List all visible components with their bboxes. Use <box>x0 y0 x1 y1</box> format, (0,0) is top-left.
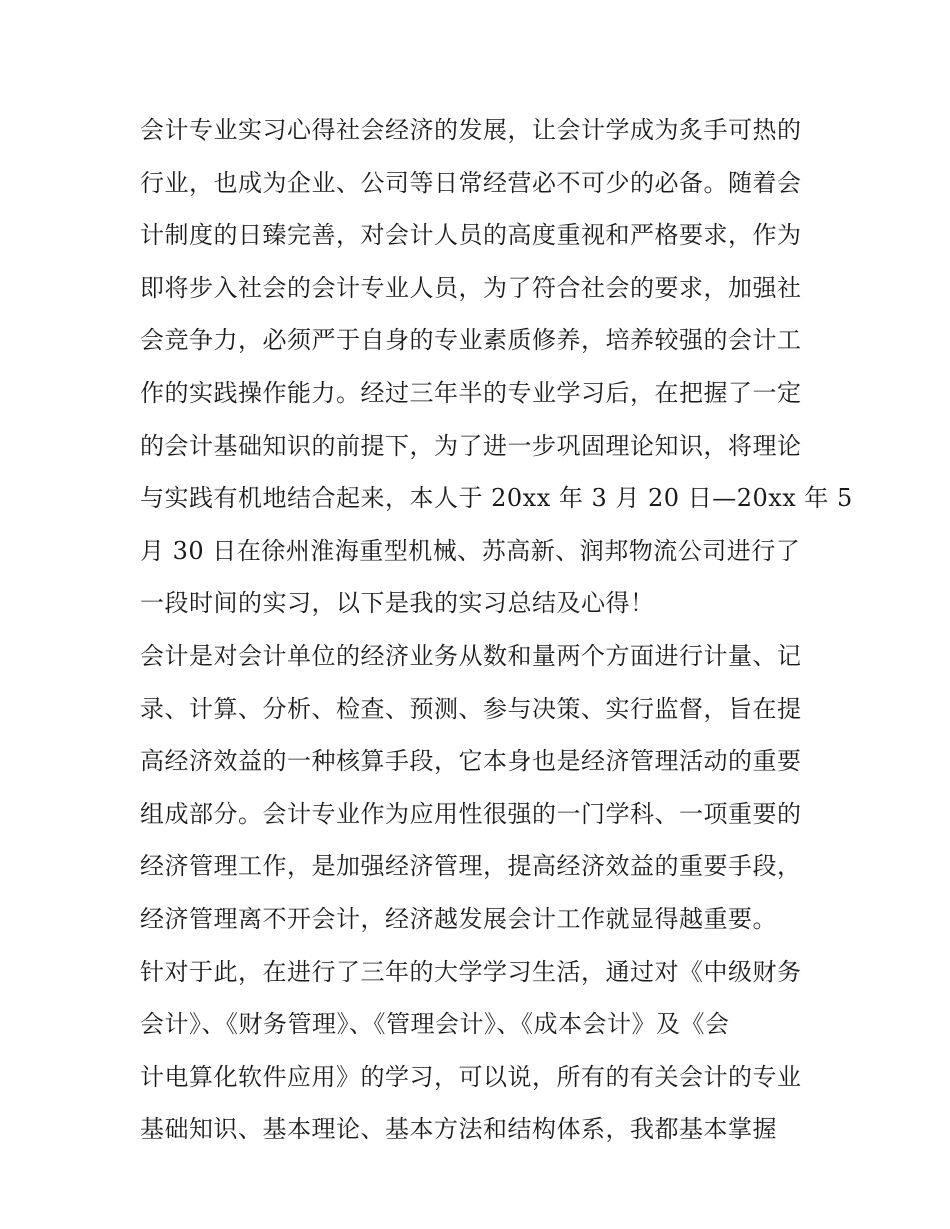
text-line: 计电算化软件应用》的学习，可以说，所有的有关会计的专业 <box>140 1062 802 1091</box>
text-line: 经济管理离不开会计，经济越发展会计工作就显得越重要。 <box>140 904 777 933</box>
text-line: 即将步入社会的会计专业人员，为了符合社会的要求，加强社 <box>140 273 802 302</box>
text-line: 会竞争力，必须严于自身的专业素质修养，培养较强的会计工 <box>140 326 802 355</box>
text-line: 高经济效益的一种核算手段，它本身也是经济管理活动的重要 <box>140 747 802 776</box>
text-line: 针对于此，在进行了三年的大学学习生活，通过对《中级财务 <box>140 957 802 986</box>
text-line: 录、计算、分析、检查、预测、参与决策、实行监督，旨在提 <box>140 694 802 723</box>
text-line: 与实践有机地结合起来，本人于 20xx 年 3 月 20 日—20xx 年 5 <box>140 484 853 513</box>
text-line: 基础知识、基本理论、基本方法和结构体系，我都基本掌握 <box>140 1115 777 1144</box>
text-line: 会计专业实习心得社会经济的发展，让会计学成为炙手可热的 <box>140 116 802 144</box>
text-line: 会计是对会计单位的经济业务从数和量两个方面进行计量、记 <box>140 641 802 670</box>
text-line: 组成部分。会计专业作为应用性很强的一门学科、一项重要的 <box>140 799 802 828</box>
text-line: 经济管理工作，是加强经济管理，提高经济效益的重要手段， <box>140 852 802 881</box>
text-line: 行业，也成为企业、公司等日常经营必不可少的必备。随着会 <box>140 168 802 197</box>
text-line: 一段时间的实习，以下是我的实习总结及心得！ <box>140 589 655 618</box>
text-line: 的会计基础知识的前提下，为了进一步巩固理论知识，将理论 <box>140 431 802 460</box>
text-line: 会计》、《财务管理》、《管理会计》、《成本会计》及《会 <box>140 1010 730 1039</box>
text-line: 作的实践操作能力。经过三年半的专业学习后，在把握了一定 <box>140 378 802 407</box>
text-line: 计制度的日臻完善，对会计人员的高度重视和严格要求，作为 <box>140 221 802 250</box>
text-line: 月 30 日在徐州淮海重型机械、苏高新、润邦物流公司进行了 <box>140 536 801 565</box>
document-body <box>140 104 853 1156</box>
